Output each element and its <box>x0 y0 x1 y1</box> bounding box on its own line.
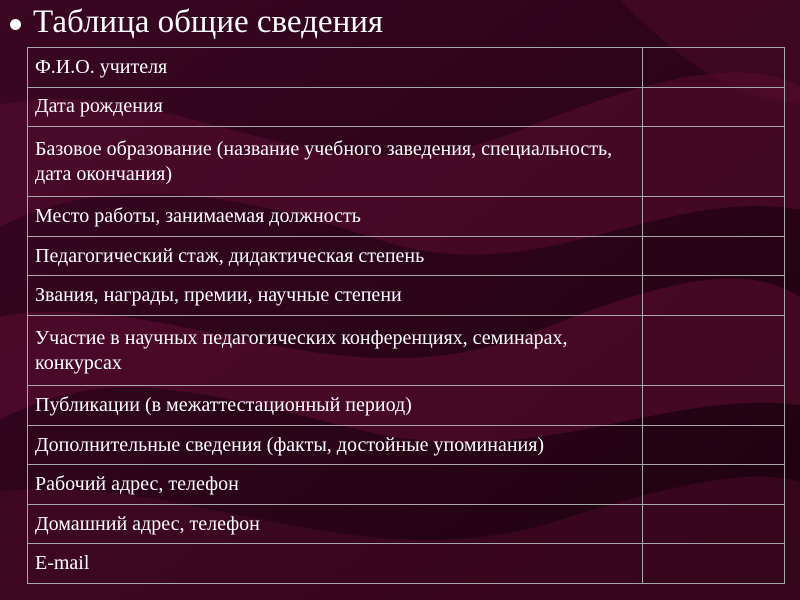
slide-title <box>10 2 383 42</box>
row-value-cell <box>643 236 785 276</box>
row-value-cell <box>643 504 785 544</box>
bullet-icon <box>10 19 21 30</box>
row-value-cell <box>643 315 785 385</box>
row-label: Дата рождения <box>28 87 643 127</box>
table-row <box>28 465 785 505</box>
table-row <box>28 386 785 426</box>
row-label: Место работы, занимаемая должность <box>28 197 643 237</box>
info-table <box>27 47 785 584</box>
row-label: E-mail <box>28 544 643 584</box>
table-row <box>28 544 785 584</box>
slide-title-text: Таблица общие сведения <box>33 3 384 40</box>
row-label: Домашний адрес, телефон <box>28 504 643 544</box>
row-value-cell <box>643 465 785 505</box>
info-table-body <box>28 48 785 584</box>
table-row <box>28 276 785 316</box>
table-row <box>28 504 785 544</box>
row-label: Рабочий адрес, телефон <box>28 465 643 505</box>
row-value-cell <box>643 48 785 88</box>
row-value-cell <box>643 544 785 584</box>
row-value-cell <box>643 425 785 465</box>
row-value-cell <box>643 197 785 237</box>
row-label: Дополнительные сведения (факты, достойные упоминания) <box>28 425 643 465</box>
row-label: Публикации (в межаттестационный период) <box>28 386 643 426</box>
table-row <box>28 425 785 465</box>
table-row <box>28 236 785 276</box>
table-row <box>28 87 785 127</box>
row-label: Педагогический стаж, дидактическая степень <box>28 236 643 276</box>
row-label: Базовое образование (название учебного заведения, специальность, дата окончания) <box>28 127 643 197</box>
row-value-cell <box>643 276 785 316</box>
row-label: Звания, награды, премии, научные степени <box>28 276 643 316</box>
table-row <box>28 315 785 385</box>
row-label: Ф.И.О. учителя <box>28 48 643 88</box>
table-row <box>28 127 785 197</box>
row-value-cell <box>643 87 785 127</box>
row-label: Участие в научных педагогических конференциях, семинарах, конкурсах <box>28 315 643 385</box>
table-row <box>28 48 785 88</box>
table-row <box>28 197 785 237</box>
info-table-container <box>27 47 784 584</box>
row-value-cell <box>643 127 785 197</box>
row-value-cell <box>643 386 785 426</box>
